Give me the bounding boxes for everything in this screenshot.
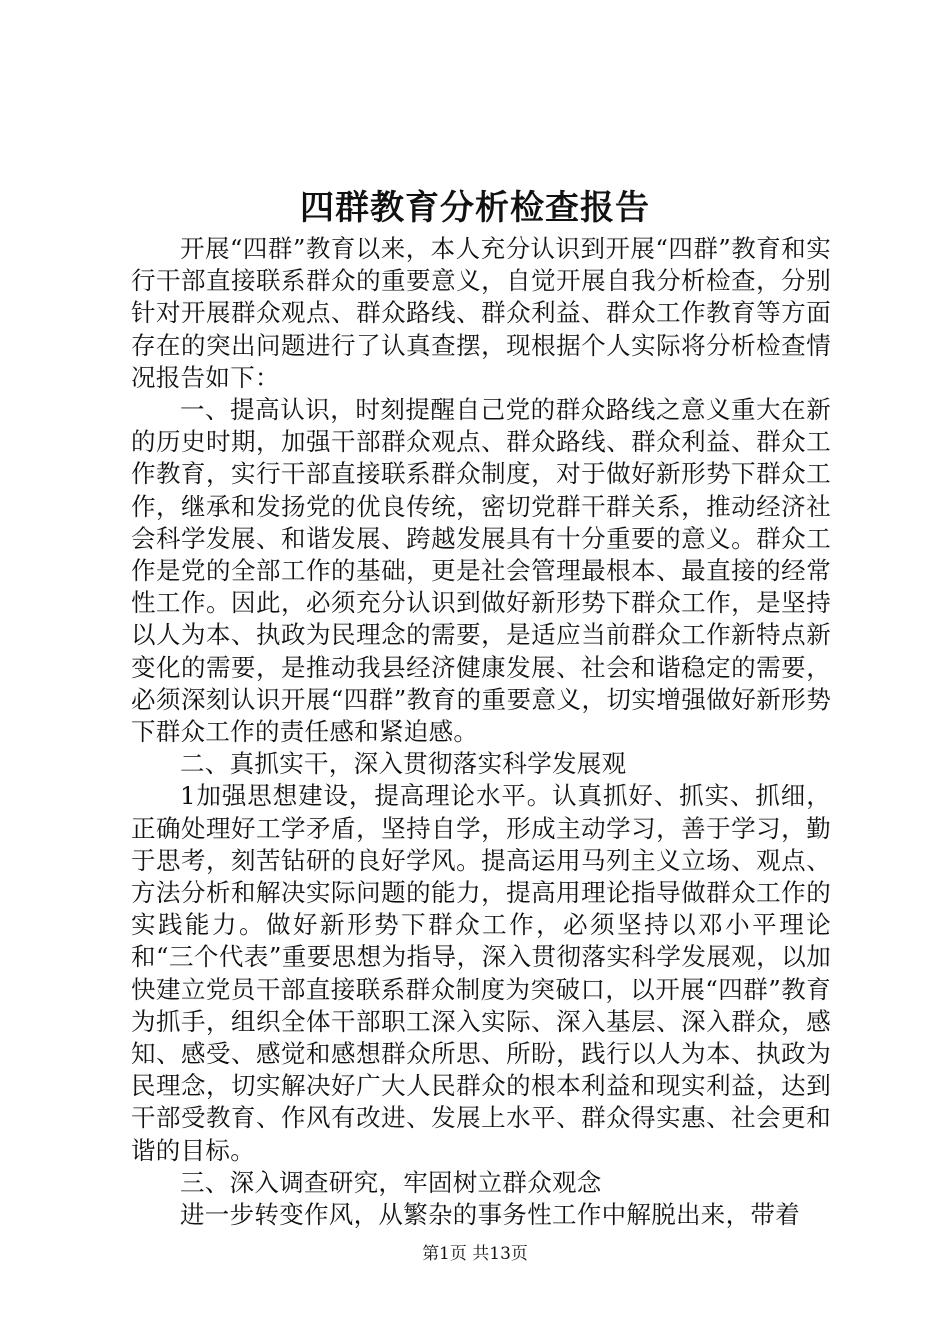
- paragraph-section-1: 一、提高认识，时刻提醒自己党的群众路线之意义重大在新的历史时期，加强干部群众观点、群众路线、群众利益、群众工作教育，实行干部直接联系群众制度，对于做好新形势下群众工作，继承和发扬党的优良传统，密切党群干群关系，推动经济社会科学发展、和谐发展、跨越发展具有十分重要的意义。群众工作是党的全部工作的基础，更是社会管理最根本、最直接的经常性工作。因此，必须充分认识到做好新形势下群众工作，是坚持以人为本、执政为民理念的需要，是适应当前群众工作新特点新变化的需要，是推动我县经济健康发展、社会和谐稳定的需要，必须深刻认识开展“四群”教育的重要意义，切实增强做好新形势下群众工作的责任感和紧迫感。: [131, 395, 831, 747]
- heading-section-3: 三、深入调查研究，牢固树立群众观念: [180, 1167, 602, 1197]
- document-body: [131, 233, 831, 1231]
- paragraph-intro: 开展“四群”教育以来，本人充分认识到开展“四群”教育和实行干部直接联系群众的重要意义，自觉开展自我分析检查，分别针对开展群众观点、群众路线、群众利益、群众工作教育等方面存在的突出问题进行了认真查摆，现根据个人实际将分析检查情况报告如下：: [131, 234, 831, 392]
- heading-section-2: 二、真抓实干，深入贯彻落实科学发展观: [180, 749, 627, 779]
- page-number-footer: 第1页 共13页: [422, 1244, 528, 1264]
- paragraph-section-2-item-1: 1加强思想建设，提高理论水平。认真抓好、抓实、抓细，正确处理好工学矛盾，坚持自学，形成主动学习，善于学习，勤于思考，刻苦钻研的良好学风。提高运用马列主义立场、观点、方法分析和解决实际问题的能力，提高用理论指导做群众工作的实践能力。做好新形势下群众工作，必须坚持以邓小平理论和“三个代表”重要思想为指导，深入贯彻落实科学发展观，以加快建立党员干部直接联系群众制度为突破口，以开展“四群”教育为抓手，组织全体干部职工深入实际、深入基层、深入群众，感知、感受、感觉和感想群众所思、所盼，践行以人为本、执政为民理念，切实解决好广大人民群众的根本利益和现实利益，达到干部受教育、作风有改进、发展上水平、群众得实惠、社会更和谐的目标。: [131, 781, 831, 1165]
- document-title: 四群教育分析检查报告: [300, 188, 650, 228]
- paragraph-section-3: 进一步转变作风，从繁杂的事务性工作中解脱出来，带着: [180, 1200, 800, 1230]
